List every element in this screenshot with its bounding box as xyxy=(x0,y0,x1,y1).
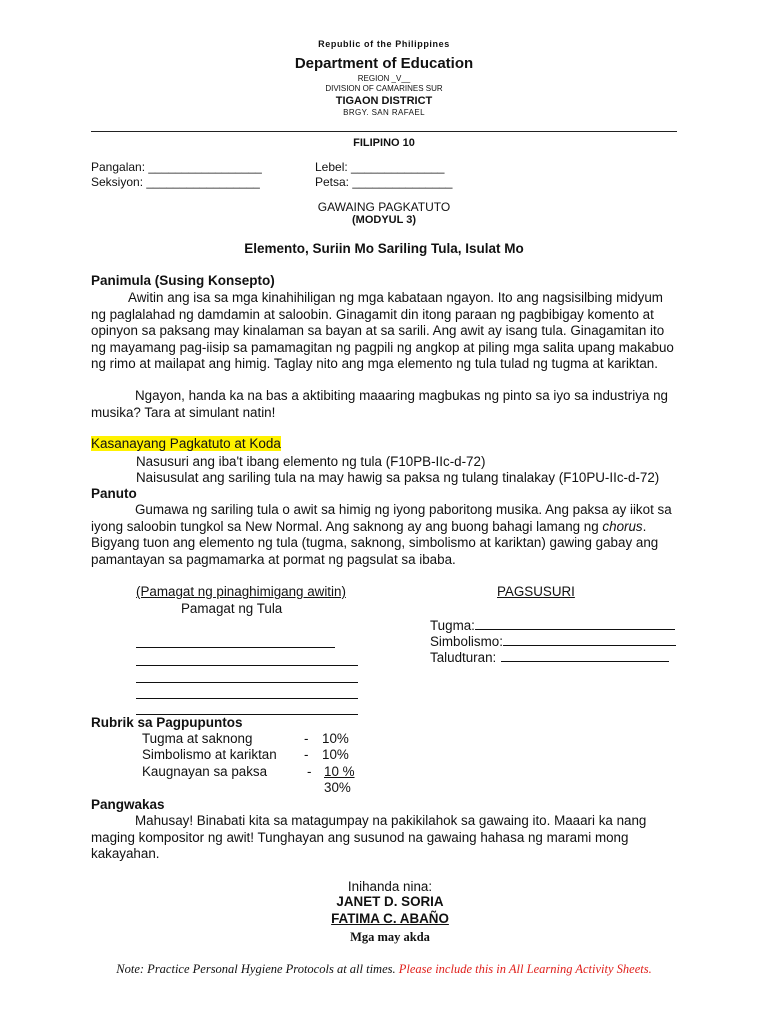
header-divider xyxy=(91,131,677,132)
rubrik-total: 30% xyxy=(324,780,351,795)
pangwakas-heading: Pangwakas xyxy=(91,797,165,812)
rubrik-item-dash: - xyxy=(304,731,309,746)
author-name-2: FATIMA C. ABAÑO xyxy=(331,911,449,926)
hygiene-note xyxy=(0,962,768,977)
note-red-text: Please include this in All Learning Activity Sheets. xyxy=(398,962,652,976)
pangalan-field[interactable]: Pangalan: _________________ xyxy=(91,160,262,174)
kasanayan-heading xyxy=(91,436,281,451)
panimula-paragraph-1: Awitin ang isa sa mga kinahihiligan ng mga kabataan ngayon. Ito ang nagsisilbing midyum ng paglalahad ng damdamin at saloobin. Ginagamit din itong paraan ng pagbibigay komento at opinyon sa paksang may kinalaman sa bayan at sa sarili. Ang awit ay isang tula. Ginagamitan ito ng mayamang pag-iisip sa pamamagitan ng pagpili ng angkop at piling mga salita upang makabuo ng rimo at mailapat ang himig. Taglay nito ang mga elemento ng tula tulad ng tugma at kariktan. xyxy=(91,290,674,372)
panuto-chorus: chorus xyxy=(602,518,643,534)
song-title-label: (Pamagat ng pinaghimigang awitin) xyxy=(136,584,346,599)
division-line: DIVISION OF CAMARINES SUR xyxy=(325,84,443,93)
authors-role: Mga may akda xyxy=(350,930,430,944)
kasanayan-heading-text: Kasanayang Pagkatuto at Koda xyxy=(91,436,281,451)
module-label: (MODYUL 3) xyxy=(352,214,416,226)
rubrik-item-label: Tugma at saknong xyxy=(142,731,253,746)
simbolismo-blank[interactable] xyxy=(503,634,676,646)
republic-line: Republic of the Philippines xyxy=(318,39,450,49)
simbolismo-row xyxy=(430,634,676,649)
district-line: TIGAON DISTRICT xyxy=(335,95,433,107)
panuto-text-a: Gumawa ng sariling tula o awit sa himig ng iyong paboritong musika. Ang paksa ay iikot sa iyong saloobin tungkol sa New Normal. Ang saknong ay ang buong bahagi lamang ng xyxy=(91,502,672,534)
tugma-row xyxy=(430,618,675,633)
simbolismo-label: Simbolismo: xyxy=(430,634,503,649)
subject-label: FILIPINO 10 xyxy=(353,137,415,149)
department-title: Department of Education xyxy=(294,55,474,72)
seksiyon-field[interactable]: Seksiyon: _________________ xyxy=(91,175,260,189)
rubrik-item-value: 10 % xyxy=(324,764,355,779)
panimula-heading: Panimula (Susing Konsepto) xyxy=(91,273,275,288)
poem-line-2[interactable] xyxy=(136,665,358,666)
rubrik-heading: Rubrik sa Pagpupuntos xyxy=(91,715,243,730)
rubrik-item-dash: - xyxy=(307,764,312,779)
panuto-heading: Panuto xyxy=(91,486,137,501)
poem-title-label: Pamagat ng Tula xyxy=(181,601,283,616)
note-black-text: Note: Practice Personal Hygiene Protocols at all times. xyxy=(116,962,399,976)
barangay-line: BRGY. SAN RAFAEL xyxy=(343,108,425,117)
rubrik-item-dash: - xyxy=(304,747,309,762)
taludturan-label: Taludturan: xyxy=(430,650,497,665)
kasanayan-item-1: Nasusuri ang iba't ibang elemento ng tula (F10PB-IIc-d-72) xyxy=(136,454,486,469)
prepared-by-label: Inihanda nina: xyxy=(347,879,433,894)
rubrik-item-value: 10% xyxy=(322,747,349,762)
activity-title: GAWAING PAGKATUTO xyxy=(317,200,451,214)
pangwakas-paragraph: Mahusay! Binabati kita sa matagumpay na pakikilahok sa gawaing ito. Maaari ka nang maging kompositor ng awit! Tunghayan ang susunod na gawaing hahasa ng marami mong kakayahan. xyxy=(91,813,647,862)
poem-line-3[interactable] xyxy=(136,682,358,683)
petsa-field[interactable]: Petsa: _______________ xyxy=(315,175,453,189)
lebel-field[interactable]: Lebel: ______________ xyxy=(315,160,445,174)
kasanayan-item-2: Naisusulat ang sariling tula na may hawig sa paksa ng tulang tinalakay (F10PU-IIc-d-72) xyxy=(136,470,660,485)
poem-line-1[interactable] xyxy=(136,647,335,648)
region-line: REGION _V__ xyxy=(357,74,411,83)
panuto-paragraph xyxy=(91,502,681,568)
poem-line-4[interactable] xyxy=(136,698,358,699)
tugma-label: Tugma: xyxy=(430,618,475,633)
activity-subtitle: Elemento, Suriin Mo Sariling Tula, Isulat Mo xyxy=(244,241,524,256)
tugma-blank[interactable] xyxy=(475,618,675,630)
rubrik-item-label: Kaugnayan sa paksa xyxy=(142,764,268,779)
panimula-paragraph-2: Ngayon, handa ka na bas a aktibiting maaaring magbukas ng pinto sa iyo sa industriya ng musika? Tara at simulant natin! xyxy=(91,388,668,420)
author-name-1: JANET D. SORIA xyxy=(336,894,444,909)
taludturan-blank[interactable] xyxy=(501,650,669,662)
panuto-text-b: . Bigyang tuon ang elemento ng tula (tugma, saknong, simbolismo at kariktan) gawing gabay ang pamantayan sa pagmamarka at pormat ng pagsulat sa ibaba. xyxy=(91,518,659,567)
rubrik-item-value: 10% xyxy=(322,731,349,746)
taludturan-row xyxy=(430,650,669,665)
rubrik-item-label: Simbolismo at kariktan xyxy=(142,747,277,762)
pagsusuri-label: PAGSUSURI xyxy=(497,584,575,599)
